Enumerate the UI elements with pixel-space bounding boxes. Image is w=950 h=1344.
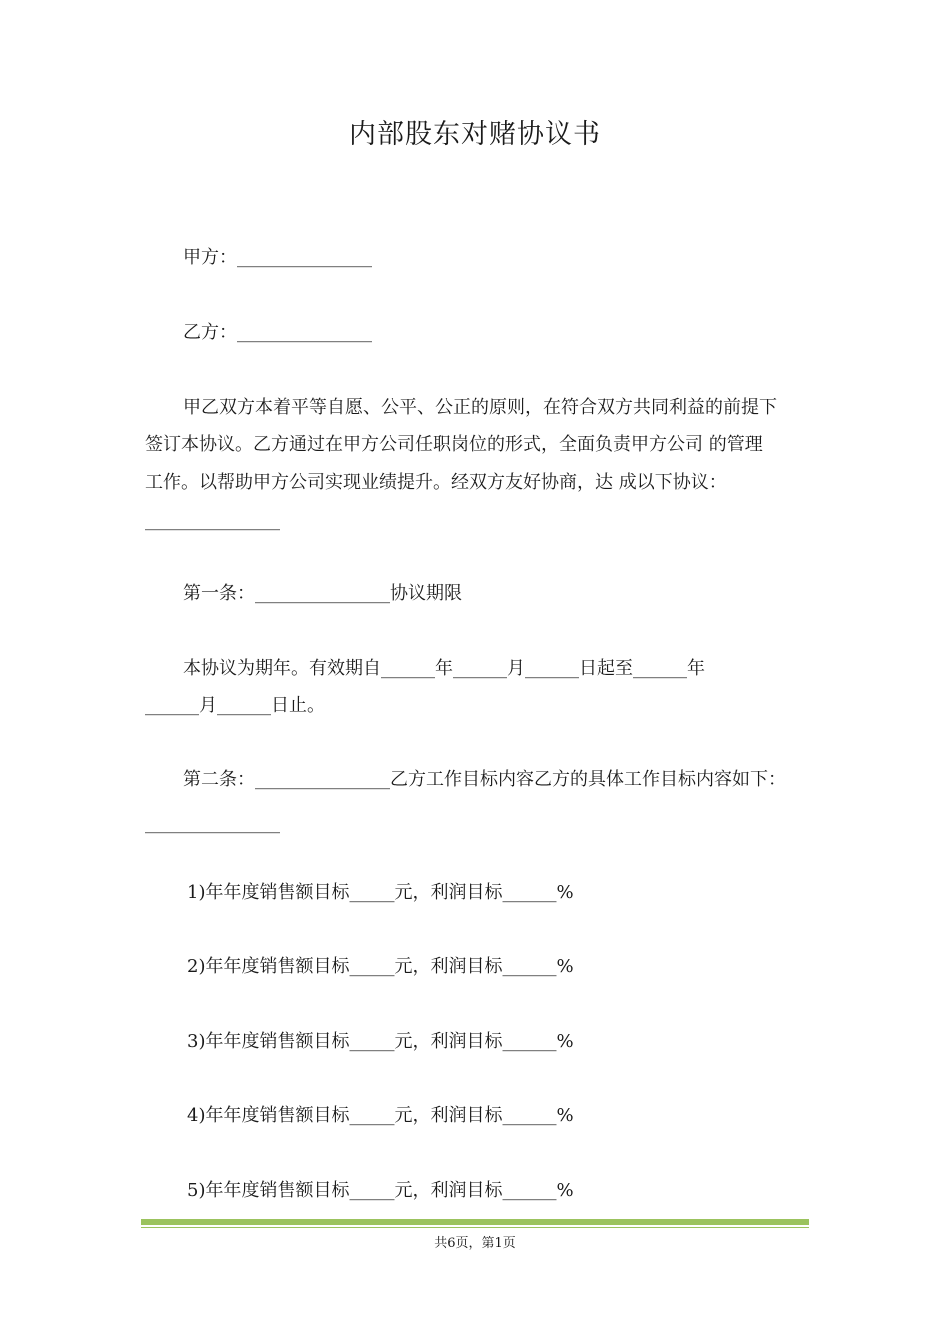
target-item-2: 2)年年度销售额目标_____元，利润目标______%	[187, 956, 574, 977]
intro-line-1: 甲乙双方本着平等自愿、公平、公正的原则，在符合双方共同利益的前提下	[183, 397, 777, 418]
page-number: 共6页，第1页	[434, 1236, 516, 1251]
footer-rule	[141, 1219, 809, 1225]
target-item-3: 3)年年度销售额目标_____元，利润目标______%	[187, 1031, 574, 1052]
intro-line-3: 工作。以帮助甲方公司实现业绩提升。经双方友好协商，达 成以下协议：	[145, 472, 727, 493]
article-1-heading: 第一条：_______________协议期限	[183, 583, 462, 604]
document-title: 内部股东对赌协议书	[349, 119, 601, 150]
article-2-line-2: _______________	[145, 813, 280, 834]
target-item-5: 5)年年度销售额目标_____元，利润目标______%	[187, 1180, 574, 1201]
intro-line-4: _______________	[145, 510, 280, 531]
intro-line-2: 签订本协议。乙方通过在甲方公司任职岗位的形式，全面负责甲方公司 的管理	[145, 434, 763, 455]
article-2-heading: 第二条：_______________乙方工作目标内容乙方的具体工作目标内容如下：	[183, 769, 786, 790]
target-item-4: 4)年年度销售额目标_____元，利润目标______%	[187, 1105, 574, 1126]
party-a-line: 甲方：_______________	[183, 247, 372, 268]
footer-rule-thin	[141, 1227, 809, 1228]
target-item-1: 1)年年度销售额目标_____元，利润目标______%	[187, 882, 574, 903]
term-line-2: ______月______日止。	[145, 695, 325, 716]
term-line-1: 本协议为期年。有效期自______年______月______日起至______年	[183, 658, 705, 679]
party-b-line: 乙方：_______________	[183, 322, 372, 343]
